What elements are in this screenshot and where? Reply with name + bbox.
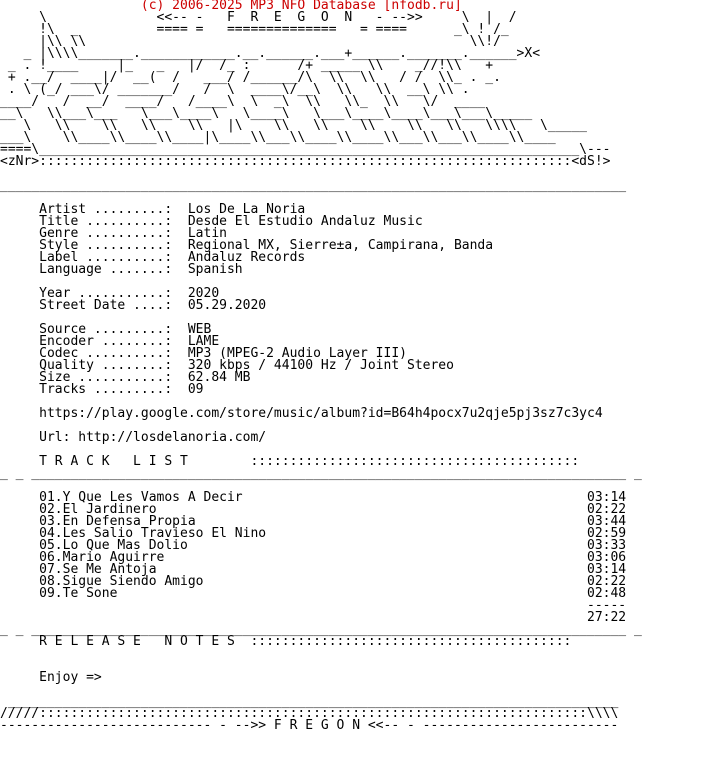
track-row: 04.Les Salio Travieso El Nino 02:59	[0, 526, 627, 541]
tracks-field: Tracks .........: 09	[0, 382, 204, 397]
quality-field: Quality ........: 320 kbps / 44100 Hz / Joint Stereo	[0, 358, 454, 373]
release-notes-heading: R E L E A S E N O T E S :::::::::::::::::::::::::::::::::::::::::	[0, 634, 572, 649]
ascii-banner-line: \ <<-- - F R E G O N - -->> \ | /	[0, 10, 517, 25]
language-field: Language .......: Spanish	[0, 262, 243, 277]
artist-field: Artist .........: Los De La Noria	[0, 202, 306, 217]
ascii-logo-line: \ \\ \\ \\ \\ |\ \\ \\ \\ \\ \\ \\\\ \_____	[0, 118, 587, 133]
divider-line: _ _ ____________________________________________________________________________ _	[0, 622, 642, 637]
codec-field: Codec ..........: MP3 (MPEG-2 Audio Layer III)	[0, 346, 407, 361]
source-field: Source .........: WEB	[0, 322, 212, 337]
ascii-logo-line: ___\ \\____\\____\\____|\____\\___\\____\\____\\___\\___\\____\\____	[0, 130, 556, 145]
total-duration-line: 27:22	[0, 610, 627, 625]
ascii-logo-line: __\ \\___\___ \___\____\ \____\ \___\____\____\___\___\_____	[0, 106, 533, 121]
blank-line	[0, 648, 642, 660]
title-field: Title ..........: Desde El Estudio Andaluz Music	[0, 214, 423, 229]
divider-line: _ _ ____________________________________________________________________________ _	[0, 466, 642, 481]
street-date-field: Street Date ....: 05.29.2020	[0, 298, 267, 313]
encoder-field: Encoder ........: LAME	[0, 334, 220, 349]
total-divider-line: -----	[0, 598, 627, 613]
track-row: 07.Se Me Antoja 03:14	[0, 562, 627, 577]
track-list-heading: T R A C K L I S T ::::::::::::::::::::::::::::::::::::::::::	[0, 454, 580, 469]
ascii-logo-line: ____/ / __/ ____/ /____\ \ _\ \\ \\_ \\ \/ ____	[0, 94, 486, 109]
track-row: 03.En Defensa Propia 03:44	[0, 514, 627, 529]
footer-signature-line: --------------------------- - -->> F R E G O N <<-- - -------------------------	[0, 718, 619, 733]
ascii-logo-line: |\\ \\ \\!/	[0, 34, 501, 49]
divider-line: ________________________________________________________________________________	[0, 178, 627, 193]
label-field: Label ..........: Andaluz Records	[0, 250, 306, 265]
store-url-line: https://play.google.com/store/music/album?id=B64h4pocx7u2qje5pj3sz7c3yc4	[0, 406, 603, 421]
ascii-banner-line: !\ _ ==== = ============== = ==== _\ ! /_	[0, 22, 509, 37]
track-row: 06.Mario Aguirre 03:06	[0, 550, 627, 565]
ascii-logo-line: ====\_____________________________________________________________________\---	[0, 142, 611, 157]
track-row: 01.Y Que Les Vamos A Decir 03:14	[0, 490, 627, 505]
ascii-logo-line: _ |\\\\_______.____________.__.______.___+______._______.______>X<	[0, 46, 541, 61]
track-row: 02.El Jardinero 02:22	[0, 502, 627, 517]
year-field: Year ...........: 2020	[0, 286, 220, 301]
footer-rule-line: ______________________________________________________________________________	[0, 694, 619, 709]
ascii-signature-line: <zNr>::::::::::::::::::::::::::::::::::::::::::::::::::::::::::::::::::::<dS!>	[0, 154, 611, 169]
footer-pattern-line: /////::::::::::::::::::::::::::::::::::::::::::::::::::::::::::::::::::::::\\\\	[0, 706, 619, 721]
track-row: 05.Lo Que Mas Dolio 03:33	[0, 538, 627, 553]
website-url-line: Url: http://losdelanoria.com/	[0, 430, 267, 445]
ascii-logo-line: _ . !____ |_ _ |/ /_ : /+ _____ \\ _//!\\ +	[0, 58, 494, 73]
track-row: 09.Te Sone 02:48	[0, 586, 627, 601]
track-row: 08.Sigue Siendo Amigo 02:22	[0, 574, 627, 589]
enjoy-line: Enjoy =>	[0, 670, 102, 685]
size-field: Size ...........: 62.84 MB	[0, 370, 251, 385]
genre-field: Genre ..........: Latin	[0, 226, 227, 241]
style-field: Style ..........: Regional MX, Sierre±a, Campirana, Banda	[0, 238, 494, 253]
ascii-logo-line: + .__/ ____|/ __( / ___/ /______/\ \\ \\ / / \\_ . _.	[0, 70, 501, 85]
copyright-line: (c) 2006-2025 MP3 NFO Database [nfodb.ru]	[0, 0, 462, 13]
ascii-logo-line: . \ (_/ ___\/ _______/ / \ ____\/__\ \\ \\ __\ \\ .	[0, 82, 470, 97]
